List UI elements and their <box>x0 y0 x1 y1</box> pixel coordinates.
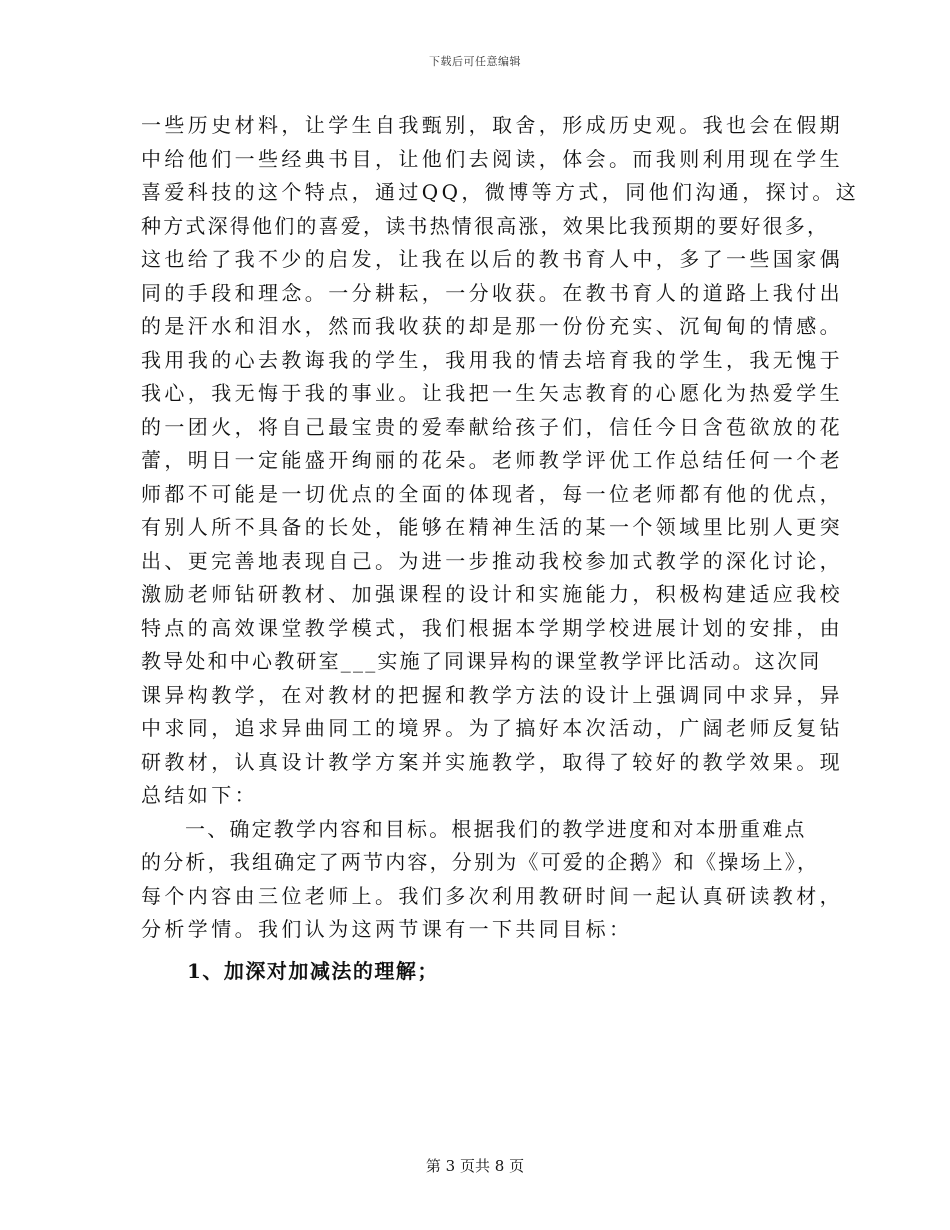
text-line: 我心，我无悔于我的事业。让我把一生矢志教育的心愿化为热爱学生 <box>141 381 843 405</box>
text-line: 出、更完善地表现自己。为进一步推动我校参加式教学的深化讨论， <box>141 548 843 573</box>
text-line: 一些历史材料，让学生自我甄别，取舍，形成历史观。我也会在假期 <box>141 113 843 137</box>
text-line: 分析学情。我们认为这两节课有一下共同目标： <box>141 917 633 941</box>
text-line: 教导处和中心教研室___实施了同课异构的课堂教学评比活动。这次同 <box>141 649 822 673</box>
text-line: 喜爱科技的这个特点，通过QQ，微博等方式，同他们沟通，探讨。这 <box>141 180 860 204</box>
text-line: 中给他们一些经典书目，让他们去阅读，体会。而我则利用现在学生 <box>141 146 843 171</box>
page-header: 下载后可任意编辑 <box>429 55 521 68</box>
text-line: 蕾，明日一定能盛开绚丽的花朵。老师教学评优工作总结任何一个老 <box>141 448 843 472</box>
text-line: 同的手段和理念。一分耕耘，一分收获。在教书育人的道路上我付出 <box>141 280 843 305</box>
text-line: 师都不可能是一切优点的全面的体现者，每一位老师都有他的优点， <box>141 481 843 506</box>
text-line: 课异构教学，在对教材的把握和教学方法的设计上强调同中求异，异 <box>141 682 843 707</box>
text-line: 一、确定教学内容和目标。根据我们的教学进度和对本册重难点 <box>185 816 807 841</box>
section-heading: 1、加深对加减法的理解； <box>187 958 439 983</box>
text-line: 种方式深得他们的喜爱，读书热情很高涨，效果比我预期的要好很多， <box>141 213 830 238</box>
text-line: 研教材，认真设计教学方案并实施教学，取得了较好的教学效果。现 <box>141 749 843 774</box>
text-line: 激励老师钻研教材、加强课程的设计和实施能力，积极构建适应我校 <box>141 582 843 606</box>
text-line: 这也给了我不少的启发，让我在以后的教书育人中，多了一些国家偶 <box>141 247 843 271</box>
text-line: 的分析，我组确定了两节内容，分别为《可爱的企鹅》和《操场上》， <box>141 850 820 874</box>
page-footer: 第 3 页共 8 页 <box>425 1157 525 1175</box>
text-line: 的一团火，将自己最宝贵的爱奉献给孩子们，信任今日含苞欲放的花 <box>141 414 843 439</box>
text-line: 每个内容由三位老师上。我们多次利用教研时间一起认真研读教材， <box>141 883 843 908</box>
text-line: 特点的高效课堂教学模式，我们根据本学期学校进展计划的安排，由 <box>141 615 843 640</box>
text-line: 中求同，追求异曲同工的境界。为了搞好本次活动，广阔老师反复钻 <box>141 716 843 740</box>
text-line: 总结如下： <box>141 783 258 807</box>
text-line: 的是汗水和泪水，然而我收获的却是那一份份充实、沉甸甸的情感。 <box>141 314 843 338</box>
document-body <box>141 109 860 989</box>
text-line: 有别人所不具备的长处，能够在精神生活的某一个领域里比别人更突 <box>141 515 843 539</box>
text-line: 我用我的心去教诲我的学生，我用我的情去培育我的学生，我无愧于 <box>141 347 843 372</box>
